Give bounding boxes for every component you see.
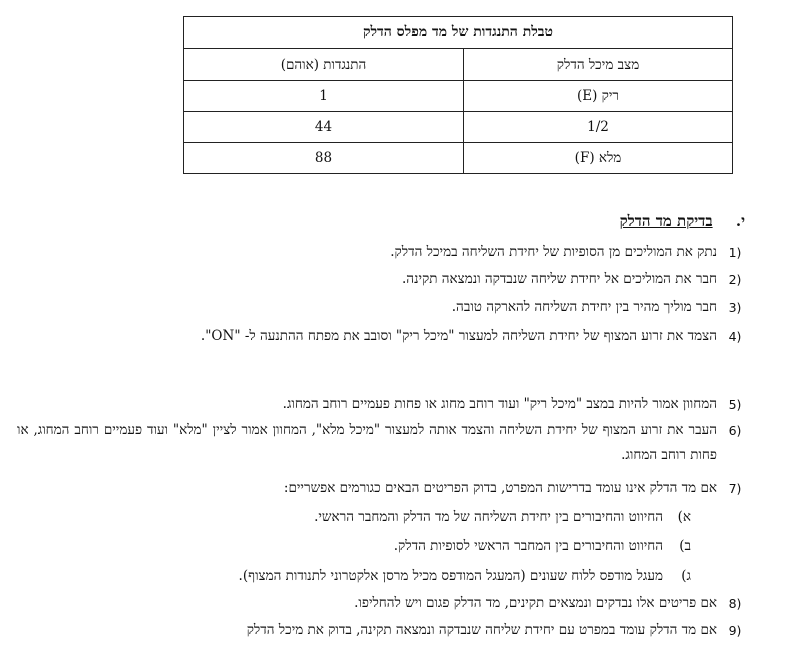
- step-number: 7): [728, 481, 742, 496]
- sub-list-item: [29, 564, 689, 589]
- step-number: 3): [728, 300, 742, 315]
- step-number: 8): [728, 596, 742, 611]
- sub-item-text: החיווט והחיבורים בין יחידת השליחה של מד הדלק והמחבר הראשי.: [314, 509, 663, 525]
- step-text: הצמד את זרוע המצוף של יחידת השליחה למעצור "מיכל ריק" וסובב את מפתח ההתנעה ל- "ON".: [200, 328, 717, 344]
- section-marker: י.: [735, 212, 745, 230]
- section-heading: [620, 212, 745, 231]
- step-text: חבר מוליך מהיר בין יחידת השליחה להארקה טובה.: [451, 299, 717, 315]
- step-number: 4): [728, 329, 742, 344]
- cell-resistance: 1: [184, 81, 464, 112]
- list-item: [17, 476, 742, 501]
- step-text: נתק את המוליכים מן הסופיות של יחידת השליחה במיכל הדלק.: [390, 244, 717, 260]
- cell-tank-state: 1/2: [464, 112, 733, 143]
- list-item: [17, 240, 742, 265]
- cell-tank-state: ריק (E): [464, 81, 733, 112]
- table-row: [184, 143, 733, 174]
- list-item: [17, 324, 742, 349]
- table-title-row: [184, 17, 733, 49]
- cell-tank-state: מלא (F): [464, 143, 733, 174]
- sub-item-marker: א): [677, 509, 691, 525]
- list-item: [17, 392, 742, 417]
- column-header-resistance: התנגדות (אוהם): [184, 49, 464, 81]
- step-text: אם מד הדלק עומד במפרט עם יחידת שליחה שנבדקה ונמצאה תקינה, בדוק את מיכל הדלק: [246, 622, 717, 638]
- table-header-row: [184, 49, 733, 81]
- cell-resistance: 88: [184, 143, 464, 174]
- sub-item-marker: ב): [679, 538, 691, 554]
- cell-resistance: 44: [184, 112, 464, 143]
- resistance-table: [183, 16, 733, 174]
- column-header-tank-state: מצב מיכל הדלק: [464, 49, 733, 81]
- step-number: 5): [728, 397, 742, 412]
- step-number: 2): [728, 272, 742, 287]
- sub-item-marker: ג): [681, 568, 691, 584]
- step-text: אם מד הדלק אינו עומד בדרישות המפרט, בדוק הפריטים הבאים כגורמים אפשריים:: [283, 480, 717, 496]
- step-number: 9): [728, 623, 742, 638]
- sub-list-item: [29, 505, 689, 530]
- list-item: [17, 591, 742, 616]
- table-row: [184, 81, 733, 112]
- list-item: [17, 418, 742, 468]
- sub-item-text: מעגל מודפס ללוח שעונים (המעגל המודפס מכיל מרסן אלקטרוני לתנודות המצוף).: [238, 568, 663, 584]
- step-number: 6): [728, 423, 742, 438]
- step-text: חבר את המוליכים אל יחידת שליחה שנבדקה ונמצאה תקינה.: [402, 271, 717, 287]
- sub-list-item: [29, 534, 689, 559]
- step-text: המחוון אמור להיות במצב "מיכל ריק" ועוד רוחב מחוג או פחות פעמיים רוחב המחוג.: [282, 396, 717, 412]
- table-row: [184, 112, 733, 143]
- step-text: העבר את זרוע המצוף של יחידת השליחה והצמד אותה למעצור "מיכל מלא", המחוון אמור לציין "מלא" ועוד פעמיים רוחב המחוג, או פחות רוחב המחוג.: [17, 422, 717, 463]
- table-title: טבלת התנגדות של מד מפלס הדלק: [184, 17, 733, 49]
- step-number: 1): [728, 245, 742, 260]
- step-text: אם פריטים אלו נבדקים ונמצאים תקינים, מד הדלק פגום ויש להחליפו.: [354, 595, 717, 611]
- list-item: [17, 267, 742, 292]
- section-title: בדיקת מד הדלק: [619, 212, 713, 230]
- sub-item-text: החיווט והחיבורים בין המחבר הראשי לסופיות הדלק.: [393, 538, 663, 554]
- list-item: [17, 295, 742, 320]
- list-item: [17, 618, 742, 643]
